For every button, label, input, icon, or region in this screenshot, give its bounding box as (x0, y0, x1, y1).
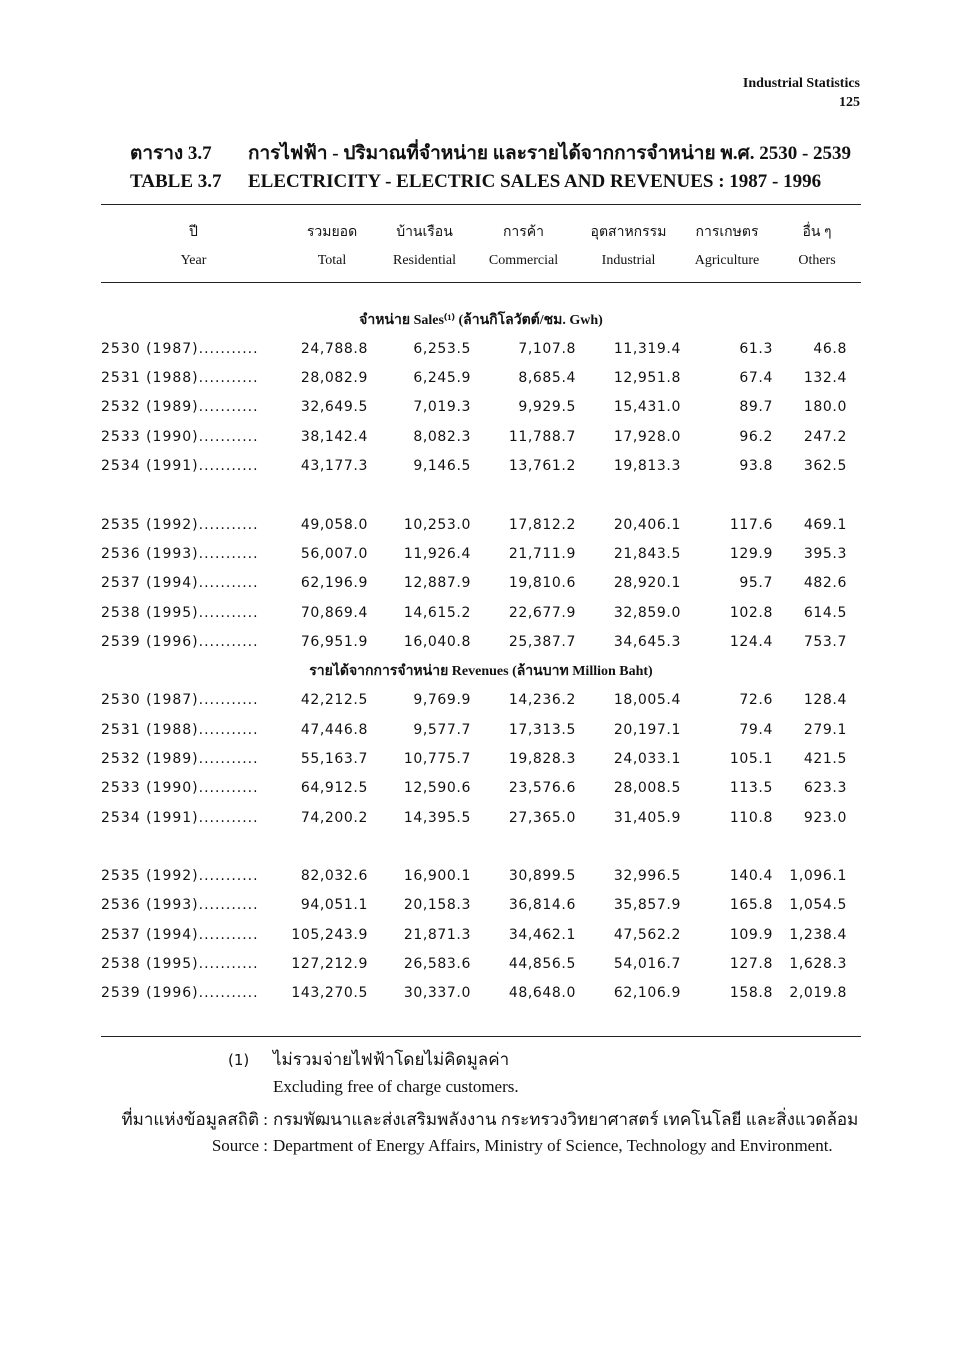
value-cell: 26,583.6 (403, 956, 471, 973)
value-cell: 8,685.4 (518, 370, 576, 387)
value-cell: 128.4 (803, 692, 847, 709)
page-header (743, 74, 860, 112)
title-thai-label: ตาราง 3.7 (130, 143, 212, 164)
value-cell: 22,677.9 (508, 604, 576, 621)
value-cell: 24,788.8 (300, 340, 368, 357)
value-cell: 140.4 (729, 868, 773, 885)
value-cell: 279.1 (803, 721, 847, 738)
value-cell: 30,337.0 (403, 985, 471, 1002)
value-cell: 48,648.0 (508, 985, 576, 1002)
value-cell: 7,107.8 (518, 340, 576, 357)
value-cell: 132.4 (803, 370, 847, 387)
value-cell: 19,828.3 (508, 750, 576, 767)
value-cell: 1,096.1 (789, 868, 847, 885)
table-row (101, 451, 861, 480)
title-english-text: ELECTRICITY - ELECTRIC SALES AND REVENUES : 1987 - 1996 (248, 171, 822, 192)
table-row (101, 393, 861, 422)
title-english-label: TABLE 3.7 (130, 171, 222, 192)
col-header-th: อื่น ๆ (802, 224, 832, 240)
footnote-english: Excluding free of charge customers. (273, 1077, 519, 1096)
source-thai-text: กรมพัฒนาและส่งเสริมพลังงาน กระทรวงวิทยาศาสตร์ เทคโนโลยี และสิ่งแวดล้อม (273, 1110, 859, 1129)
value-cell: 28,008.5 (613, 780, 681, 797)
value-cell: 180.0 (803, 399, 847, 416)
column-header-english (101, 246, 861, 275)
table-row (101, 949, 861, 978)
value-cell: 46.8 (813, 340, 847, 357)
value-cell: 11,319.4 (613, 340, 681, 357)
table-row (101, 627, 861, 656)
col-header-en: Agriculture (694, 252, 760, 268)
value-cell: 95.7 (739, 575, 773, 592)
table-row (101, 598, 861, 627)
value-cell: 74,200.2 (300, 809, 368, 826)
column-header-thai (101, 205, 861, 246)
year-cell: 2535 (1992)........... (101, 516, 259, 533)
year-cell: 2532 (1989)........... (101, 399, 259, 416)
value-cell: 421.5 (803, 750, 847, 767)
source-english-label: Source : (211, 1136, 268, 1155)
col-header-en: Commercial (488, 252, 559, 268)
value-cell: 10,253.0 (403, 516, 471, 533)
value-cell: 110.8 (729, 809, 773, 826)
value-cell: 32,649.5 (300, 399, 368, 416)
value-cell: 18,005.4 (613, 692, 681, 709)
col-header-en: Industrial (601, 252, 656, 268)
value-cell: 13,761.2 (508, 458, 576, 475)
value-cell: 11,926.4 (403, 545, 471, 562)
year-cell: 2537 (1994)........... (101, 926, 259, 943)
col-header-en: Total (317, 252, 347, 268)
value-cell: 6,245.9 (413, 370, 471, 387)
value-cell: 129.9 (729, 545, 773, 562)
value-cell: 61.3 (739, 340, 773, 357)
footnote-thai (228, 1046, 509, 1073)
value-cell: 19,810.6 (508, 575, 576, 592)
value-cell: 56,007.0 (300, 545, 368, 562)
value-cell: 9,146.5 (413, 458, 471, 475)
value-cell: 16,040.8 (403, 633, 471, 650)
table-row (101, 334, 861, 363)
title-thai-text: การไฟฟ้า - ปริมาณที่จำหน่าย และรายได้จากการจำหน่าย พ.ศ. 2530 - 2539 (248, 143, 852, 164)
table-row (101, 744, 861, 773)
table-row (101, 920, 861, 949)
value-cell: 623.3 (803, 780, 847, 797)
value-cell: 21,871.3 (403, 926, 471, 943)
table-title (130, 140, 851, 196)
year-cell: 2539 (1996)........... (101, 985, 259, 1002)
col-header-th: อุตสาหกรรม (590, 224, 667, 240)
value-cell: 482.6 (803, 575, 847, 592)
value-cell: 82,032.6 (300, 868, 368, 885)
table-row (101, 803, 861, 832)
table-row (101, 569, 861, 598)
value-cell: 62,196.9 (300, 575, 368, 592)
title-english (130, 168, 851, 196)
year-cell: 2534 (1991)........... (101, 458, 259, 475)
value-cell: 23,576.6 (508, 780, 576, 797)
footnote-thai-text: ไม่รวมจ่ายไฟฟ้าโดยไม่คิดมูลค่า (273, 1050, 510, 1069)
value-cell: 35,857.9 (613, 897, 681, 914)
value-cell: 21,711.9 (508, 545, 576, 562)
value-cell: 102.8 (729, 604, 773, 621)
value-cell: 10,775.7 (403, 750, 471, 767)
value-cell: 6,253.5 (413, 340, 471, 357)
value-cell: 31,405.9 (613, 809, 681, 826)
table-row (101, 774, 861, 803)
value-cell: 109.9 (729, 926, 773, 943)
value-cell: 362.5 (803, 458, 847, 475)
value-cell: 395.3 (803, 545, 847, 562)
value-cell: 12,951.8 (613, 370, 681, 387)
value-cell: 89.7 (739, 399, 773, 416)
value-cell: 20,197.1 (613, 721, 681, 738)
source-thai-label: ที่มาแห่งข้อมูลสถิติ : (121, 1110, 268, 1129)
sales-heading: จำหน่าย Sales⁽¹⁾ (ล้านกิโลวัตต์/ชม. Gwh) (359, 312, 603, 328)
electricity-table (101, 205, 861, 1037)
year-cell: 2536 (1993)........... (101, 897, 259, 914)
year-cell: 2532 (1989)........... (101, 750, 259, 767)
year-cell: 2533 (1990)........... (101, 428, 259, 445)
col-header-en: Residential (393, 252, 456, 268)
value-cell: 62,106.9 (613, 985, 681, 1002)
value-cell: 14,615.2 (403, 604, 471, 621)
value-cell: 32,859.0 (613, 604, 681, 621)
year-cell: 2531 (1988)........... (101, 721, 259, 738)
value-cell: 79.4 (739, 721, 773, 738)
value-cell: 113.5 (729, 780, 773, 797)
value-cell: 9,769.9 (413, 692, 471, 709)
value-cell: 17,928.0 (613, 428, 681, 445)
value-cell: 27,365.0 (508, 809, 576, 826)
value-cell: 1,238.4 (789, 926, 847, 943)
value-cell: 247.2 (803, 428, 847, 445)
value-cell: 9,577.7 (413, 721, 471, 738)
value-cell: 64,912.5 (300, 780, 368, 797)
value-cell: 127.8 (729, 956, 773, 973)
value-cell: 11,788.7 (508, 428, 576, 445)
value-cell: 20,158.3 (403, 897, 471, 914)
value-cell: 28,920.1 (613, 575, 681, 592)
value-cell: 94,051.1 (300, 897, 368, 914)
value-cell: 36,814.6 (508, 897, 576, 914)
value-cell: 14,236.2 (508, 692, 576, 709)
footnote-mark: (1) (228, 1051, 250, 1069)
value-cell: 43,177.3 (300, 458, 368, 475)
value-cell: 15,431.0 (613, 399, 681, 416)
year-cell: 2537 (1994)........... (101, 575, 259, 592)
sales-heading-row (101, 305, 861, 334)
table-row (101, 891, 861, 920)
value-cell: 55,163.7 (300, 750, 368, 767)
value-cell: 24,033.1 (613, 750, 681, 767)
value-cell: 38,142.4 (300, 428, 368, 445)
value-cell: 923.0 (803, 809, 847, 826)
value-cell: 7,019.3 (413, 399, 471, 416)
year-cell: 2539 (1996)........... (101, 633, 259, 650)
value-cell: 54,016.7 (613, 956, 681, 973)
table-row (101, 539, 861, 568)
value-cell: 47,446.8 (300, 721, 368, 738)
value-cell: 105,243.9 (291, 926, 368, 943)
value-cell: 19,813.3 (613, 458, 681, 475)
value-cell: 67.4 (739, 370, 773, 387)
value-cell: 105.1 (729, 750, 773, 767)
year-cell: 2531 (1988)........... (101, 370, 259, 387)
col-header-th: ปี (189, 224, 198, 240)
col-header-en: Year (180, 252, 207, 268)
value-cell: 70,869.4 (300, 604, 368, 621)
table-row (101, 422, 861, 451)
value-cell: 20,406.1 (613, 516, 681, 533)
value-cell: 165.8 (729, 897, 773, 914)
value-cell: 16,900.1 (403, 868, 471, 885)
value-cell: 72.6 (739, 692, 773, 709)
col-header-en: Others (798, 252, 836, 268)
value-cell: 117.6 (729, 516, 773, 533)
table-row (101, 510, 861, 539)
value-cell: 25,387.7 (508, 633, 576, 650)
title-thai (130, 140, 851, 168)
table-row (101, 979, 861, 1008)
value-cell: 614.5 (803, 604, 847, 621)
year-cell: 2536 (1993)........... (101, 545, 259, 562)
col-header-th: การค้า (502, 224, 545, 240)
col-header-th: การเกษตร (695, 224, 759, 240)
value-cell: 124.4 (729, 633, 773, 650)
table-row (101, 862, 861, 891)
value-cell: 42,212.5 (300, 692, 368, 709)
year-cell: 2530 (1987)........... (101, 692, 259, 709)
page-number: 125 (839, 95, 860, 110)
value-cell: 1,628.3 (789, 956, 847, 973)
year-cell: 2538 (1995)........... (101, 956, 259, 973)
value-cell: 96.2 (739, 428, 773, 445)
value-cell: 9,929.5 (518, 399, 576, 416)
value-cell: 30,899.5 (508, 868, 576, 885)
value-cell: 127,212.9 (291, 956, 368, 973)
table-row (101, 686, 861, 715)
value-cell: 1,054.5 (789, 897, 847, 914)
value-cell: 469.1 (803, 516, 847, 533)
value-cell: 76,951.9 (300, 633, 368, 650)
table-row (101, 363, 861, 392)
value-cell: 12,590.6 (403, 780, 471, 797)
value-cell: 32,996.5 (613, 868, 681, 885)
value-cell: 143,270.5 (291, 985, 368, 1002)
value-cell: 17,812.2 (508, 516, 576, 533)
value-cell: 28,082.9 (300, 370, 368, 387)
series-title: Industrial Statistics (742, 76, 860, 91)
year-cell: 2533 (1990)........... (101, 780, 259, 797)
value-cell: 49,058.0 (300, 516, 368, 533)
revenues-heading: รายได้จากการจำหน่าย Revenues (ล้านบาท Million Baht) (309, 664, 653, 680)
value-cell: 12,887.9 (403, 575, 471, 592)
table-row (101, 715, 861, 744)
value-cell: 17,313.5 (508, 721, 576, 738)
value-cell: 2,019.8 (789, 985, 847, 1002)
value-cell: 14,395.5 (403, 809, 471, 826)
source-english-text: Department of Energy Affairs, Ministry of Science, Technology and Environment. (273, 1136, 833, 1155)
year-cell: 2530 (1987)........... (101, 340, 259, 357)
value-cell: 34,462.1 (508, 926, 576, 943)
value-cell: 93.8 (739, 458, 773, 475)
value-cell: 21,843.5 (613, 545, 681, 562)
value-cell: 34,645.3 (613, 633, 681, 650)
value-cell: 47,562.2 (613, 926, 681, 943)
value-cell: 753.7 (803, 633, 847, 650)
revenues-heading-row (101, 656, 861, 685)
year-cell: 2534 (1991)........... (101, 809, 259, 826)
value-cell: 158.8 (729, 985, 773, 1002)
col-header-th: รวมยอด (306, 224, 358, 240)
value-cell: 44,856.5 (508, 956, 576, 973)
value-cell: 8,082.3 (413, 428, 471, 445)
year-cell: 2538 (1995)........... (101, 604, 259, 621)
col-header-th: บ้านเรือน (396, 224, 453, 240)
year-cell: 2535 (1992)........... (101, 868, 259, 885)
